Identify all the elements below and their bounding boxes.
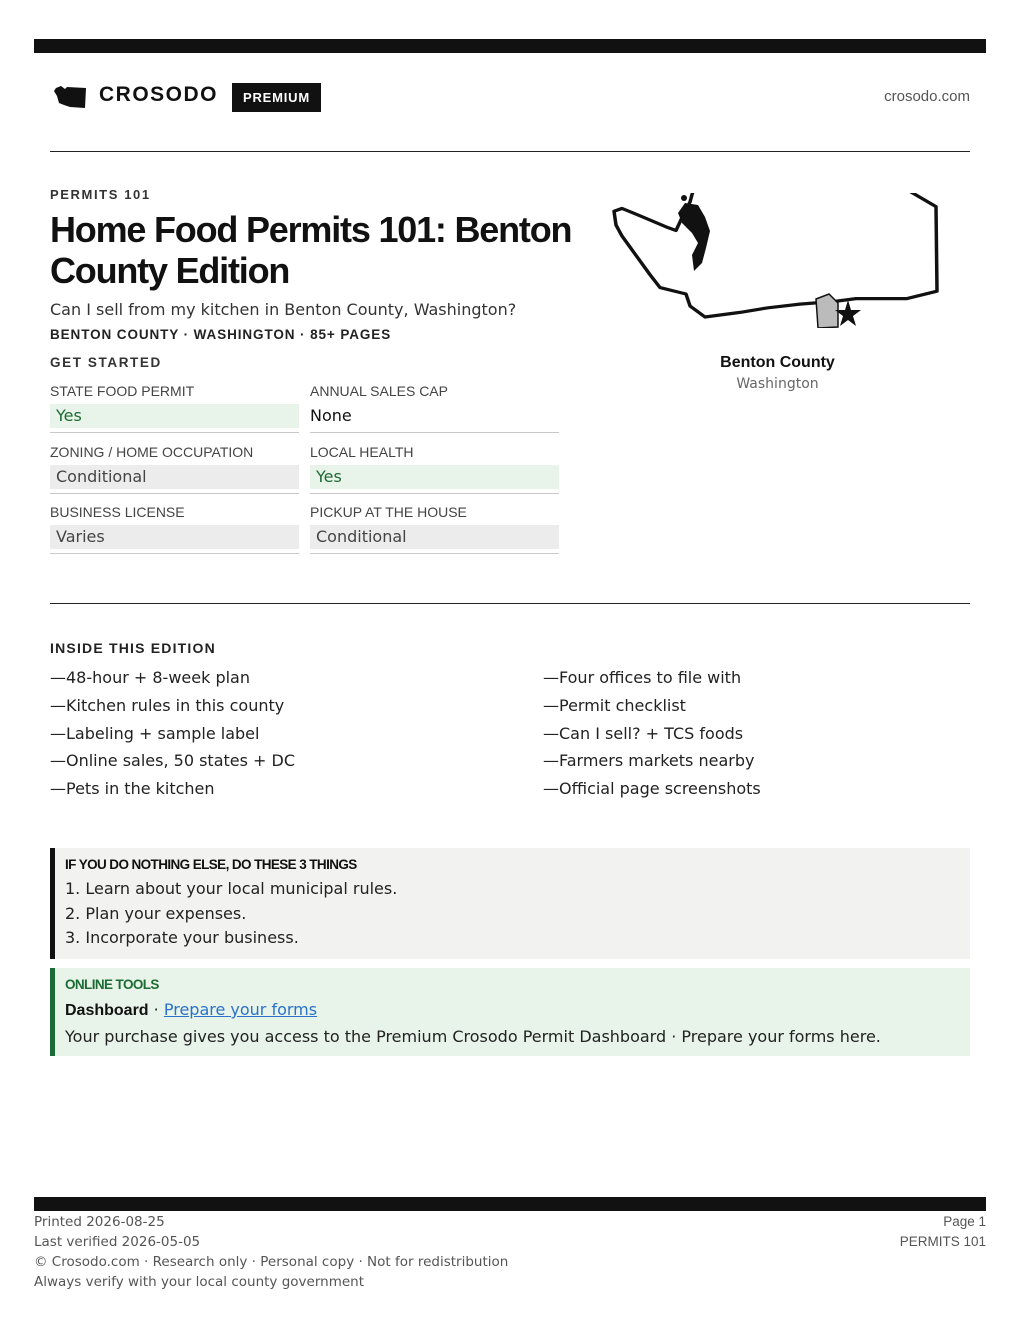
verified-date: Last verified 2026-05-05: [34, 1234, 201, 1250]
fact-business-license: [50, 502, 299, 554]
fact-value: Yes: [310, 465, 559, 489]
fact-label: PICKUP AT THE HOUSE: [310, 504, 467, 520]
fact-label: ZONING / HOME OCCUPATION: [50, 444, 254, 460]
inside-edition-heading: INSIDE THIS EDITION: [50, 640, 216, 656]
footer-right: [900, 1212, 986, 1252]
header-divider: [50, 151, 970, 152]
list-item: —Online sales, 50 states + DC: [50, 751, 296, 771]
fact-annual-sales-cap: [310, 381, 559, 433]
top-bar: [34, 39, 986, 53]
fact-value: Yes: [50, 404, 299, 428]
list-item: —Pets in the kitchen: [50, 779, 215, 799]
page-title: Home Food Permits 101: Benton County Edition: [50, 209, 572, 291]
washington-outline-map-with-star: [610, 193, 945, 328]
page-subtitle: Can I sell from my kitchen in Benton County, Washington?: [50, 300, 517, 319]
list-item: —Four offices to file with: [543, 668, 742, 687]
fact-zoning: [50, 442, 299, 494]
bottom-bar: [34, 1197, 986, 1211]
map-county-label: Benton County: [720, 354, 835, 371]
premium-badge: PREMIUM: [232, 83, 321, 112]
printed-date: Printed 2026-08-25: [34, 1214, 165, 1230]
verify-note: Always verify with your local county government: [34, 1274, 364, 1290]
dashboard-label: Dashboard: [65, 1002, 149, 1019]
tools-separator: ·: [148, 1000, 164, 1019]
list-item: —Official page screenshots: [543, 779, 761, 799]
fact-label: ANNUAL SALES CAP: [310, 383, 448, 399]
must-do-steps: [65, 877, 970, 951]
kicker: PERMITS 101: [50, 187, 151, 202]
online-tools-callout: [50, 968, 970, 1056]
tools-line: [65, 1000, 970, 1021]
site-url[interactable]: crosodo.com: [884, 88, 970, 105]
fact-value: Conditional: [50, 465, 299, 489]
fact-value: Conditional: [310, 525, 559, 549]
list-item: —Labeling + sample label: [50, 723, 260, 743]
fact-label: LOCAL HEALTH: [310, 444, 414, 460]
step-item: 3. Incorporate your business.: [65, 928, 299, 947]
fact-value: None: [310, 406, 352, 425]
fact-state-food-permit: [50, 381, 299, 433]
tools-description: Your purchase gives you access to the Premium Crosodo Permit Dashboard · Prepare your forms here.: [65, 1027, 881, 1046]
fact-underline: [310, 432, 559, 433]
fact-underline: [50, 432, 299, 433]
fact-value: Varies: [50, 525, 299, 549]
footer-section: PERMITS 101: [899, 1234, 986, 1249]
brand-name[interactable]: CROSODO: [99, 83, 219, 106]
washington-state-silhouette-icon: [53, 84, 87, 110]
fact-underline: [50, 553, 299, 554]
step-item: 2. Plan your expenses.: [65, 903, 247, 923]
online-tools-heading: ONLINE TOOLS: [65, 977, 159, 992]
fact-underline: [50, 493, 299, 494]
prepare-forms-link[interactable]: Prepare your forms: [163, 1000, 318, 1019]
header: [50, 80, 970, 114]
fact-pickup-at-house: [310, 502, 559, 554]
fact-label: BUSINESS LICENSE: [50, 504, 185, 520]
list-item: —48-hour + 8-week plan: [50, 668, 250, 687]
list-item: —Permit checklist: [543, 695, 686, 715]
footer-left: [34, 1212, 508, 1292]
must-do-heading: IF YOU DO NOTHING ELSE, DO THESE 3 THINGS: [65, 857, 357, 872]
list-item: —Farmers markets nearby: [543, 751, 755, 771]
fact-underline: [310, 493, 559, 494]
inside-list-right: [543, 664, 761, 803]
list-item: —Kitchen rules in this county: [50, 695, 285, 715]
page-number: Page 1: [943, 1214, 986, 1229]
section-divider: [50, 603, 970, 604]
edition-meta: BENTON COUNTY · WASHINGTON · 85+ PAGES: [50, 327, 392, 342]
map-state-label: Washington: [736, 376, 819, 392]
get-started-heading: GET STARTED: [50, 355, 162, 370]
fact-underline: [310, 553, 559, 554]
inside-list-left: [50, 664, 295, 803]
must-do-callout: [50, 848, 970, 959]
fact-local-health: [310, 442, 559, 494]
fact-label: STATE FOOD PERMIT: [50, 383, 195, 399]
list-item: —Can I sell? + TCS foods: [543, 723, 744, 743]
copyright-note: © Crosodo.com · Research only · Personal copy · Not for redistribution: [34, 1254, 509, 1270]
step-item: 1. Learn about your local municipal rules.: [65, 879, 398, 898]
